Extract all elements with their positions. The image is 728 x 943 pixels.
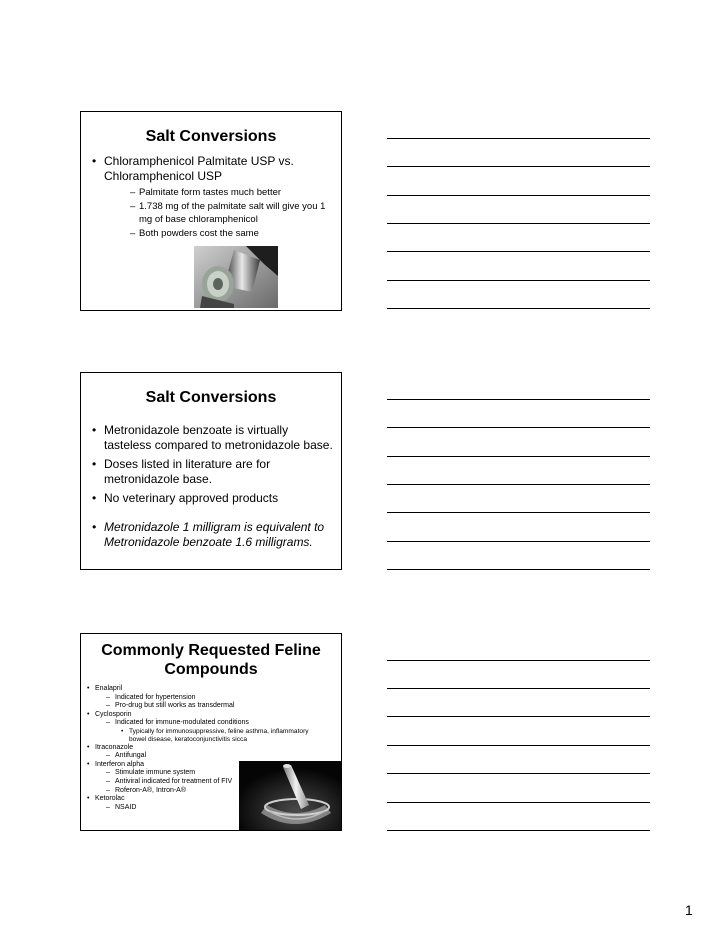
bullet-list bbox=[81, 423, 341, 550]
note-line bbox=[387, 427, 650, 428]
note-line bbox=[387, 541, 650, 542]
sub-bullet-item: – Palmitate form tastes much better bbox=[104, 186, 335, 199]
bullet-text: Chloramphenicol Palmitate USP vs. Chloramphenicol USP bbox=[104, 154, 294, 183]
compound-detail: – Antiviral indicated for treatment of FIV bbox=[81, 778, 341, 787]
note-line bbox=[387, 802, 650, 803]
compound-item: • Enalapril bbox=[81, 685, 341, 694]
page-number: 1 bbox=[685, 902, 693, 918]
compound-detail: – Antifungal bbox=[81, 752, 341, 761]
note-line bbox=[387, 223, 650, 224]
compound-detail: – Stimulate immune system bbox=[81, 769, 341, 778]
slide-2 bbox=[80, 372, 342, 570]
slide-1 bbox=[80, 111, 342, 311]
note-line bbox=[387, 280, 650, 281]
note-line bbox=[387, 688, 650, 689]
slide-title: Salt Conversions bbox=[145, 128, 277, 145]
note-line bbox=[387, 484, 650, 485]
note-line bbox=[387, 166, 650, 167]
note-line bbox=[387, 195, 650, 196]
slide-3 bbox=[80, 633, 342, 831]
compound-subdetail: • Typically for immunosuppressive, feline asthma, inflammatory bowel disease, keratoconjunctivitis sicca bbox=[81, 728, 341, 744]
note-line bbox=[387, 308, 650, 309]
money-roll-photo bbox=[194, 246, 278, 308]
compound-detail: – Indicated for hypertension bbox=[81, 694, 341, 703]
compound-item: • Ketorolac bbox=[81, 795, 341, 804]
note-line bbox=[387, 251, 650, 252]
note-line bbox=[387, 138, 650, 139]
note-line bbox=[387, 456, 650, 457]
note-line bbox=[387, 569, 650, 570]
slide-title: Salt Conversions bbox=[145, 389, 277, 406]
note-line bbox=[387, 773, 650, 774]
sub-bullet-item: – 1.738 mg of the palmitate salt will give you 1 mg of base chloramphenicol bbox=[104, 200, 335, 226]
bullet-item bbox=[81, 154, 341, 240]
mortar-pestle-photo bbox=[239, 761, 342, 831]
bullet-item: • Doses listed in literature are for metronidazole base. bbox=[81, 457, 341, 487]
compound-item: • Itraconazole bbox=[81, 744, 341, 753]
compound-detail: – Indicated for immune-modulated conditions bbox=[81, 719, 341, 728]
note-line bbox=[387, 716, 650, 717]
note-line bbox=[387, 745, 650, 746]
compound-detail: – NSAID bbox=[81, 804, 341, 813]
sub-bullet-list bbox=[104, 186, 335, 240]
compound-item: • Cyclosporin bbox=[81, 711, 341, 720]
compound-item: • Interferon alpha bbox=[81, 761, 341, 770]
note-line bbox=[387, 660, 650, 661]
sub-bullet-item: – Both powders cost the same bbox=[104, 227, 335, 240]
slide-title: Commonly Requested Feline Compounds bbox=[101, 642, 321, 678]
bullet-item-italic: • Metronidazole 1 milligram is equivalent to Metronidazole benzoate 1.6 milligrams. bbox=[81, 520, 341, 550]
bullet-list bbox=[81, 154, 341, 240]
note-line bbox=[387, 399, 650, 400]
bullet-item: • Metronidazole benzoate is virtually tasteless compared to metronidazole base. bbox=[81, 423, 341, 453]
note-line bbox=[387, 512, 650, 513]
compound-detail: – Roferon-A®, Intron-A® bbox=[81, 787, 341, 796]
compound-detail: – Pro-drug but still works as transdermal bbox=[81, 702, 341, 711]
note-line bbox=[387, 830, 650, 831]
bullet-item: • No veterinary approved products bbox=[81, 491, 341, 506]
